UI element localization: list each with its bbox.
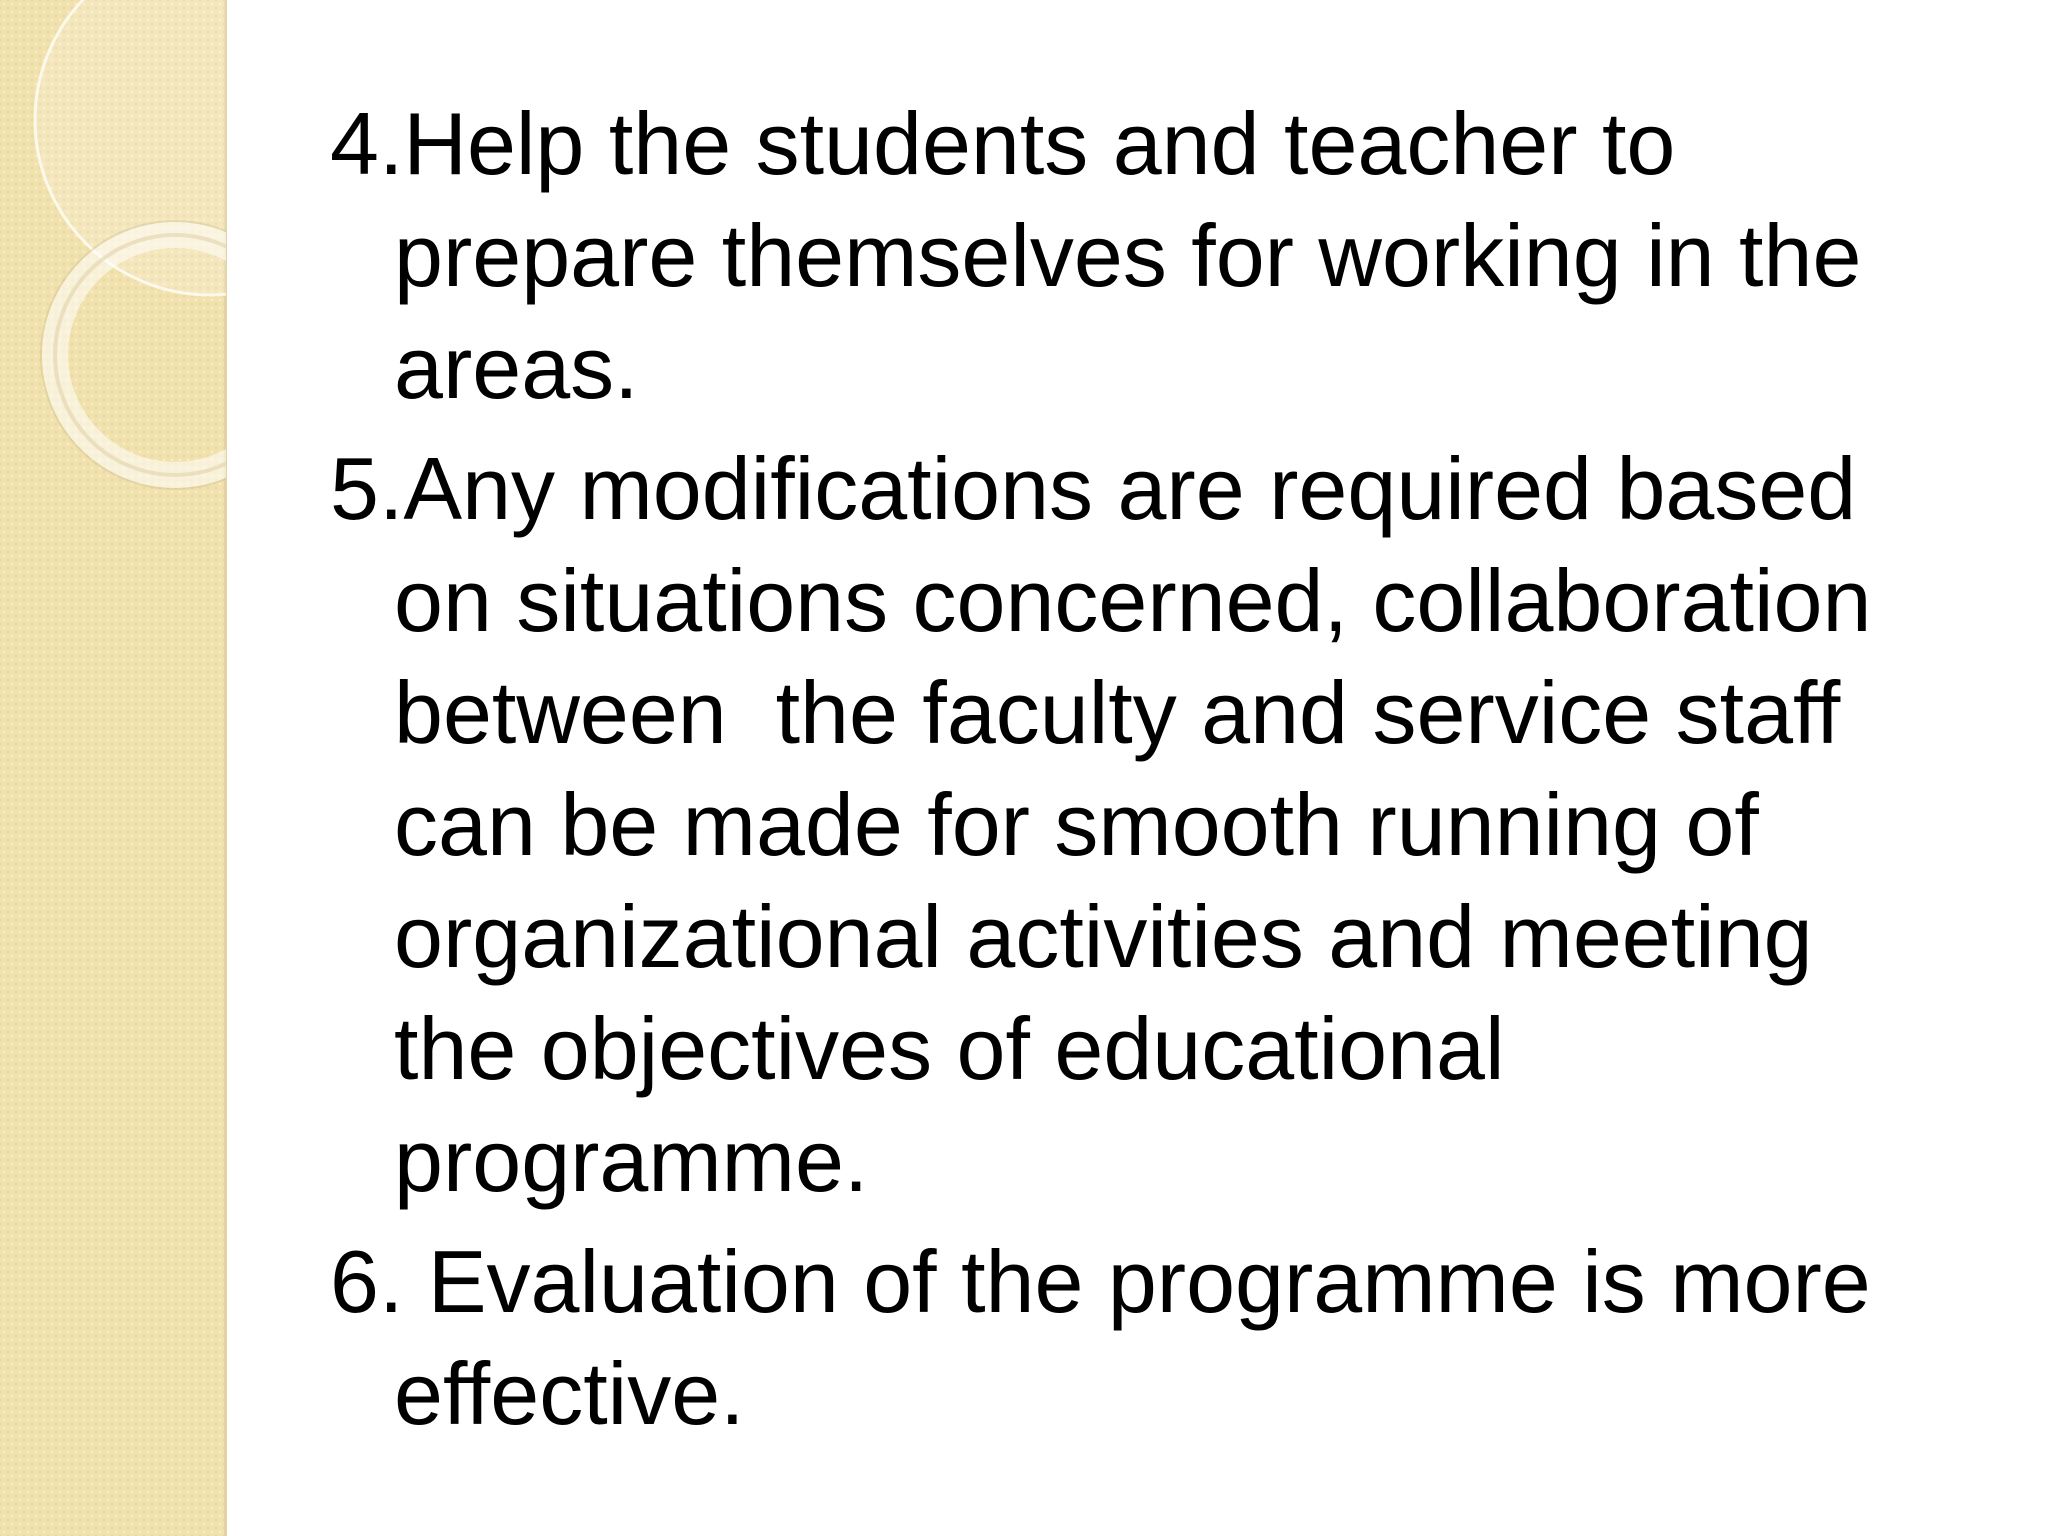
list-item-line: between the faculty and service staff xyxy=(394,663,1841,762)
list-item-5 xyxy=(330,433,1970,1217)
list-item-line: the objectives of educational xyxy=(394,999,1505,1098)
list-item-line: on situations concerned, collaboration xyxy=(394,551,1872,650)
bullet-list xyxy=(330,88,1970,1459)
list-item-6 xyxy=(330,1226,1970,1450)
list-item-line: prepare themselves for working in the xyxy=(394,206,1862,305)
list-item-line: areas. xyxy=(394,318,639,417)
list-item-line: effective. xyxy=(394,1344,745,1443)
list-item-line: programme. xyxy=(394,1111,869,1210)
list-item-line: 6. Evaluation of the programme is more xyxy=(330,1232,1871,1331)
list-item-line: can be made for smooth running of xyxy=(394,775,1759,874)
list-item-line: 4.Help the students and teacher to xyxy=(330,94,1676,193)
list-item-line: 5.Any modifications are required based xyxy=(330,439,1857,538)
decorative-rings xyxy=(0,0,226,520)
list-item-4 xyxy=(330,88,1970,424)
list-item-line: organizational activities and meeting xyxy=(394,887,1813,986)
